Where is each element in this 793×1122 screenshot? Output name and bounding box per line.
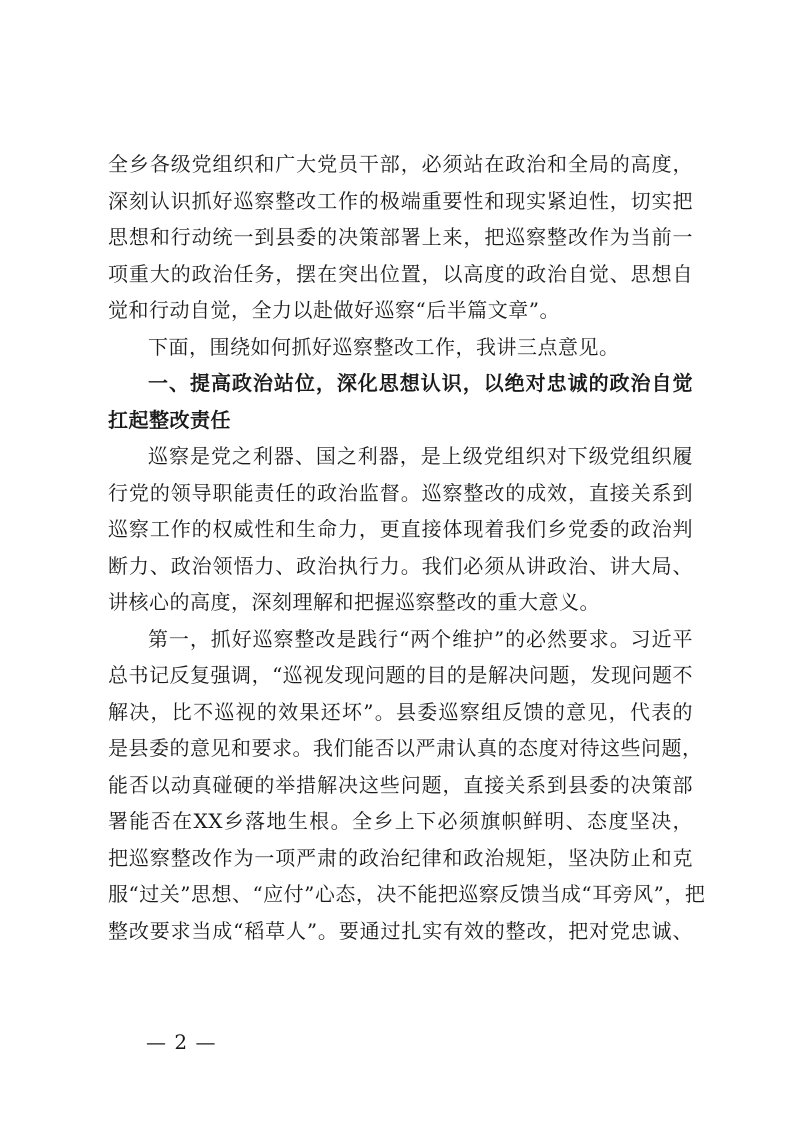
section-heading-line-1: 一、提高政治站位，深化思想认识，以绝对忠诚的政治自觉 <box>148 371 693 395</box>
paragraph-2-line-1: 下面，围绕如何抓好巡察整改工作，我讲三点意见。 <box>148 334 620 359</box>
paragraph-1-line-3: 思想和行动统一到县委的决策部署上来，把巡察整改作为当前一 <box>108 225 693 249</box>
paragraph-3-line-4: 断力、政治领悟力、政治执行力。我们必须从讲政治、讲大局、 <box>108 553 693 578</box>
paragraph-3-line-5: 讲核心的高度，深刻理解和把握巡察整改的重大意义。 <box>108 590 600 614</box>
paragraph-4-line-3: 解决，比不巡视的效果还坏”。县委巡察组反馈的意见，代表的 <box>108 699 693 724</box>
paragraph-4-line-9: 整改要求当成“稻草人”。要通过扎实有效的整改，把对党忠诚、 <box>108 918 693 943</box>
section-heading-line-2: 扛起整改责任 <box>108 407 231 432</box>
paragraph-4-line-7: 把巡察整改作为一项严肃的政治纪律和政治规矩，坚决防止和克 <box>108 845 693 870</box>
paragraph-4-line-5: 能否以动真碰硬的举措解决这些问题，直接关系到县委的决策部 <box>108 772 693 797</box>
document-body <box>108 146 706 949</box>
paragraph-3-line-3: 巡察工作的权威性和生命力，更直接体现着我们乡党委的政治判 <box>108 517 693 541</box>
paragraph-1-line-1: 全乡各级党组织和广大党员干部，必须站在政治和全局的高度， <box>108 152 693 176</box>
paragraph-4-line-1: 第一，抓好巡察整改是践行“两个维护”的必然要求。习近平 <box>148 626 693 651</box>
paragraph-4-line-8: 服“过关”思想、“应付”心态，决不能把巡察反馈当成“耳旁风”，把 <box>108 882 706 906</box>
paragraph-4-line-4: 是县委的意见和要求。我们能否以严肃认真的态度对待这些问题， <box>108 736 703 760</box>
paragraph-3-line-2: 行党的领导职能责任的政治监督。巡察整改的成效，直接关系到 <box>108 480 693 505</box>
page-number: — 2 — <box>146 1030 217 1054</box>
paragraph-4-line-2: 总书记反复强调，“巡视发现问题的目的是解决问题，发现问题不 <box>108 663 693 687</box>
paragraph-1-line-4: 项重大的政治任务，摆在突出位置，以高度的政治自觉、思想自 <box>108 261 693 286</box>
paragraph-4-line-6: 署能否在XX乡落地生根。全乡上下必须旗帜鲜明、态度坚决， <box>108 809 693 833</box>
paragraph-1-line-2: 深刻认识抓好巡察整改工作的极端重要性和现实紧迫性，切实把 <box>108 188 693 213</box>
paragraph-3-line-1: 巡察是党之利器、国之利器，是上级党组织对下级党组织履 <box>148 444 693 468</box>
paragraph-1-line-5: 觉和行动自觉，全力以赴做好巡察“后半篇文章”。 <box>108 298 560 322</box>
